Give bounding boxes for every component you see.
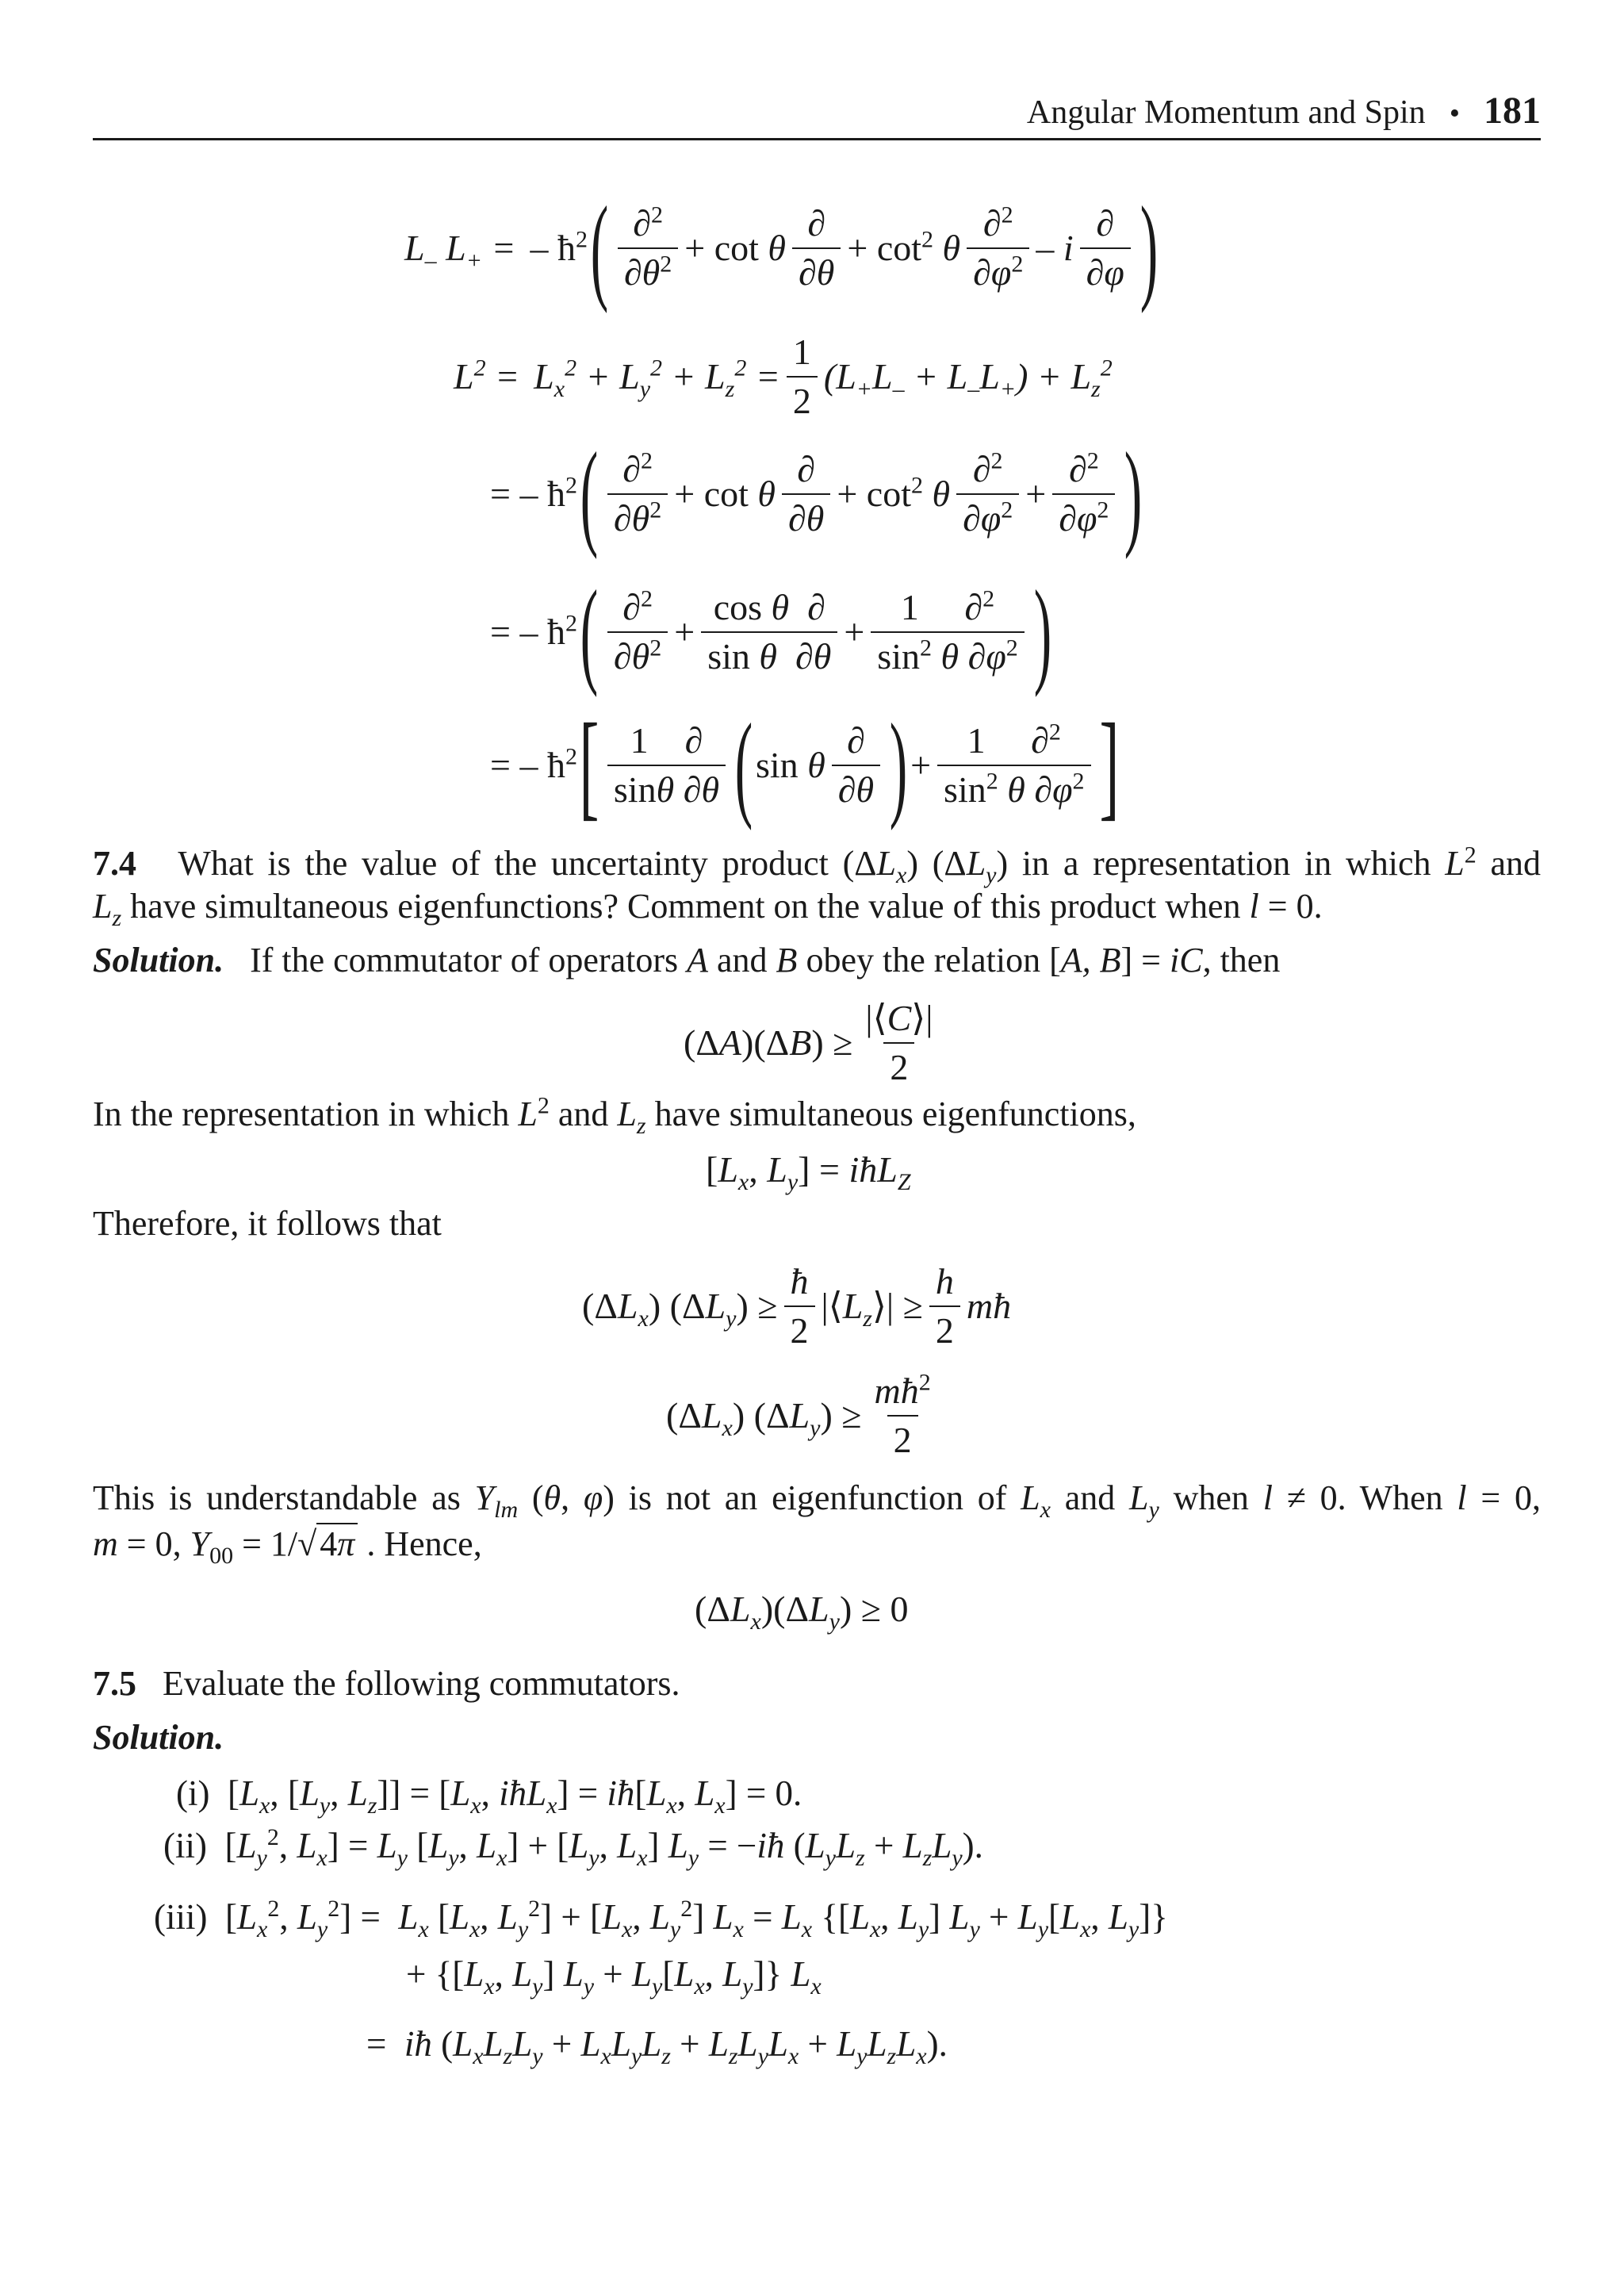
- commutator-i: (i) [$L_x$, [$L_y$, $L_z]] = [L_x$, iħL$_x$] = $iħ[L_x$, $L_x] = 0$.: [176, 1773, 802, 1819]
- equation-uncertainty-principle: (ΔA)(ΔB) ≥ $\frac{|⟨C⟩|}{2}$: [684, 998, 933, 1087]
- problem-number: 7.4: [93, 844, 136, 883]
- running-head: [93, 89, 1541, 136]
- item-iii-label: (iii): [154, 1897, 208, 1937]
- equation-l-squared-step2: = – $ħ^2$ ( $\frac{\partial^2}{\partial\theta^2}$ + cot θ $\frac{\partial}{\partial\theta}$ + $\cot^2 \theta$ $\frac{\partial^2}{\partial\varphi^2}$ + $\frac{\partial^2}{\partial\varphi^2}$ ): [490, 428, 1143, 560]
- understandable-line2: m = 0, $Y_{00} = 1/√4\pi$ . Hence,: [93, 1524, 482, 1569]
- problem-7-4-line1: 7.4 What is the value of the uncertainty product $(\Delta L_x)$ $(\Delta L_y)$ in a representation in which $L^2$ and: [93, 842, 1541, 888]
- representation-line: In the representation in which $L^2$ and $L_z$ have simultaneous eigenfunctions,: [93, 1092, 1136, 1139]
- problem-7-5-text: Evaluate the following commutators.: [163, 1664, 680, 1703]
- problem-7-5: [93, 1662, 680, 1705]
- header-bullet: •: [1449, 97, 1460, 130]
- equation-l-squared-step4: = – $ħ^2$ [ $\frac{1 \partial}{\sin\theta \partial\theta}$ ( sin θ $\frac{\partial}{\partial\theta}$ ) + $\frac{1 \partial^2}{\sin^2 \theta \partial\varphi^2}$ ]: [490, 700, 1119, 831]
- commutator-iii-line2: + {[$L_x$, $L_y$] $L_y + L_y[L_x$, $L_y$]} $L_x$: [406, 1954, 822, 1999]
- equation-l-squared: $L^2$ = $L_x^2 + L_y^2 + L_z^2$ = $\frac{1}{2}$ $(L_+L_- + L_-L_+) + L_z^2$: [454, 332, 1113, 421]
- problem-7-4-line2: $L_z$ have simultaneous eigenfunctions? Comment on the value of this product when l = 0.: [93, 887, 1323, 931]
- commutator-ii: (ii) [$L_y^2$, $L_x] = L_y$ [$L_y$, $L_x] + [L_y$, $L_x$] $L_y$ = −iħ $(L_yL_z + L_zL_y)$.: [163, 1824, 983, 1871]
- solution-intro: Solution. If the commutator of operators A and B obey the relation [A, B] = iC, then: [93, 941, 1281, 980]
- equation-l-minus-l-plus: $L_-$ $L_+$ = – $ħ^2$ ( $\frac{\partial^2}{\partial\theta^2}$ + cot θ $\frac{\partial}{\partial\theta}$ + $\cot^2 \theta$ $\frac{\partial^2}{\partial\varphi^2}$ – i $\frac{\partial}{\partial\varphi}$ ): [404, 182, 1158, 314]
- equation-delta-product-2: $(\Delta L_x) (\Delta L_y)$ ≥ $\frac{mħ^2}{2}$: [666, 1369, 931, 1460]
- solution2-label-text: Solution.: [93, 1718, 224, 1757]
- equation-delta-product-zero: $(\Delta L_x)(\Delta L_y) \ge 0$: [695, 1589, 909, 1635]
- item-ii-label: (ii): [163, 1826, 207, 1865]
- equation-l-squared-step3: = – $ħ^2$ ( $\frac{\partial^2}{\partial\theta^2}$ + $\frac{\text{cos θ ∂}}{\text{sin θ ∂θ}}$ + $\frac{1 \partial^2}{\sin^2 \theta \partial\varphi^2}$ ): [490, 566, 1051, 698]
- solution-label: Solution.: [93, 941, 224, 980]
- therefore-line: Therefore, it follows that: [93, 1204, 442, 1243]
- equation-delta-product-1: $(\Delta L_x) (\Delta L_y)$ ≥ $\frac{ħ}{2}$ $|⟨L_z⟩|$ ≥ $\frac{h}{2}$ mħ: [582, 1261, 1012, 1351]
- commutator-iii-line1: (iii) [$L_x^2$, $L_y^2] = L_x$ [$L_x$, $L_y^2] + [L_x$, $L_y^2$] $L_x = L_x$ {[$L_x$, $L_y$] $L_y + L_y[L_x$, $L_y$]}: [154, 1896, 1168, 1942]
- header-rule: [93, 138, 1541, 140]
- solution2-label: [93, 1716, 224, 1759]
- problem-number-7-5: 7.5: [93, 1664, 136, 1703]
- equation-commutator: [$L_x$, $L_y$] = iħL$_Z$: [706, 1149, 911, 1196]
- page-number: 181: [1484, 90, 1541, 132]
- running-title: Angular Momentum and Spin: [1026, 94, 1426, 131]
- understandable-line1: This is understandable as $Y_{lm}$ (θ, φ) is not an eigenfunction of $L_x$ and $L_y$ when l ≠ 0. When l = 0,: [93, 1478, 1541, 1523]
- item-i-label: (i): [176, 1773, 210, 1813]
- commutator-iii-line3: = iħ $(L_xL_zL_y + L_xL_yL_z + L_zL_yL_x + L_yL_zL_x)$.: [366, 2024, 948, 2069]
